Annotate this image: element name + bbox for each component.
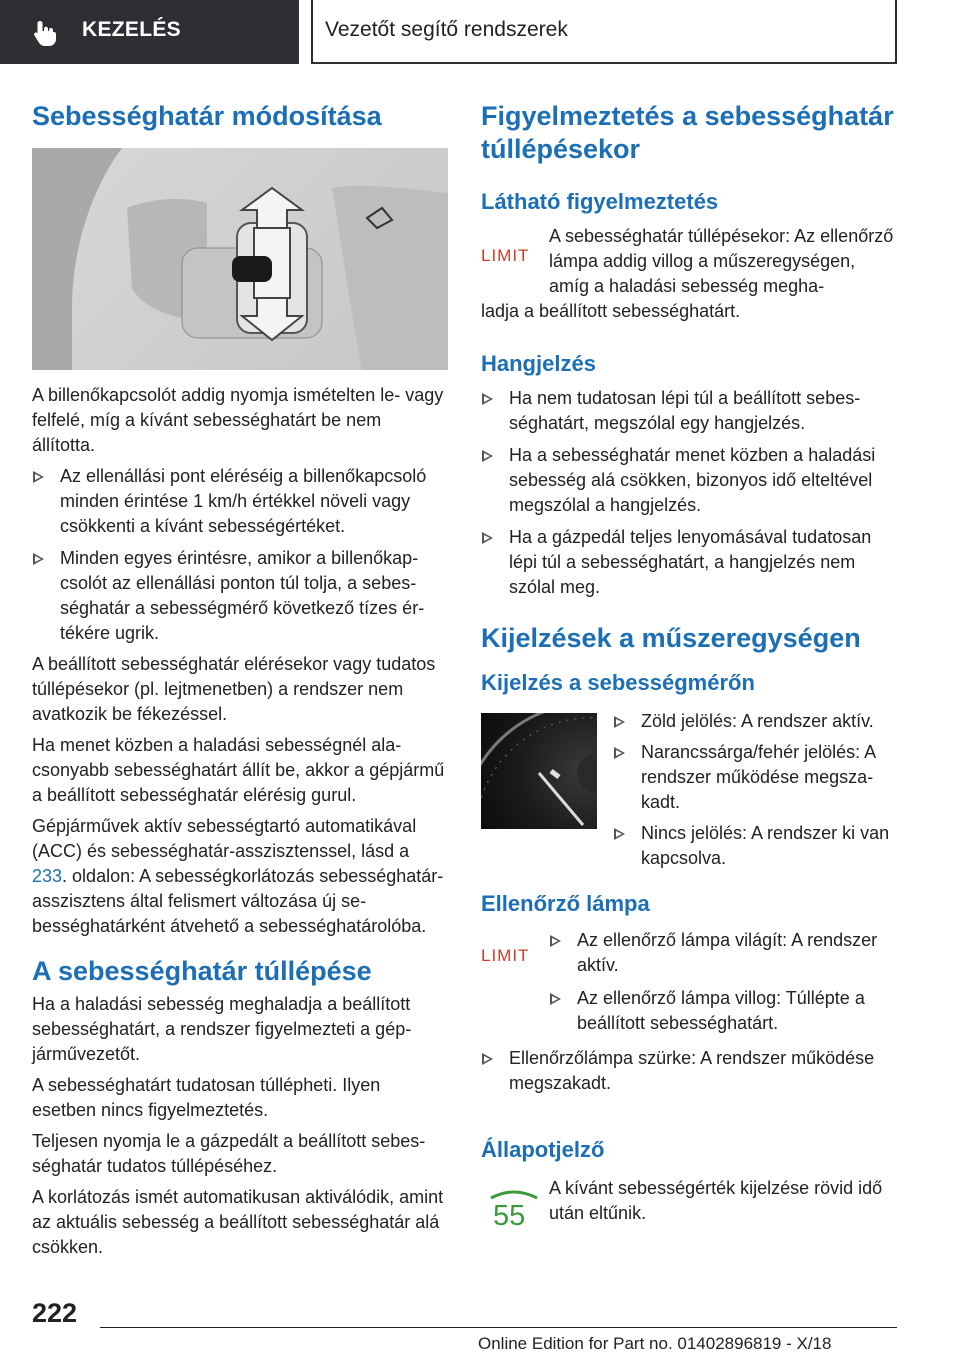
list-item [481, 386, 897, 436]
page-header [0, 0, 960, 66]
triangle-bullet-icon [614, 747, 625, 759]
triangle-bullet-icon [482, 1053, 493, 1065]
triangle-bullet-icon [550, 935, 561, 947]
edition-text: Online Edition for Part no. 01402896819 - X/18 [478, 1334, 832, 1353]
bullet-text: Zöld jelölés: A rendszer aktív. [641, 711, 874, 731]
section-tab [0, 0, 299, 64]
bullet-text: Az ellenállási pont eléréséig a billenőkapcsoló minden érintése 1 km/h értékkel növeli vagy csökkenti a kívánt sebességértéket. [60, 466, 427, 536]
triangle-bullet-icon [33, 553, 44, 565]
list-item [32, 464, 448, 539]
speedometer-block [481, 709, 897, 869]
list-item [481, 1046, 897, 1096]
steering-wheel-rocker-image [32, 148, 448, 370]
page-number: 222 [32, 1298, 78, 1328]
list-item [613, 740, 897, 815]
hand-pointer-icon [30, 18, 60, 48]
list-item [32, 546, 448, 646]
status-speed-value: 55 [493, 1200, 526, 1232]
paragraph-exceed-2: A sebességhatárt tudatosan túllépheti. Ilyen esetben nincs figyelmeztetés. [32, 1075, 381, 1120]
triangle-bullet-icon [482, 393, 493, 405]
paragraph-visible-a: A sebességhatár túllépésekor: Az ellenőrző lámpa addig villog a műszeregységen, amíg a haladási sebesség megha- [549, 226, 894, 296]
speedometer-illustration [481, 713, 597, 829]
list-item [481, 525, 897, 600]
heading-visible-warning: Látható figyelmeztetés [481, 189, 719, 214]
status-speed-icon [489, 1184, 539, 1234]
chapter-title: Vezetőt segítő rendszerek [325, 18, 568, 41]
paragraph-roll: Ha menet közben a haladási sebességnél alacsonyabb sebességhatárt állít be, akkor a gépjármű a beállított sebességhatár elérésig gurul. [32, 735, 445, 805]
bullet-text: Narancssárga/fehér jelölés: A rendszer működése megszakadt. [641, 742, 876, 812]
bullet-text: Ha a sebességhatár menet közben a haladási sebesség alá csökken, bizonyos idő elteltével megszólal a hangjelzés. [509, 445, 876, 515]
triangle-bullet-icon [33, 471, 44, 483]
list-item [549, 928, 897, 978]
list-item [549, 986, 897, 1036]
limit-indicator-icon: LIMIT [481, 946, 530, 965]
heading-status-indicator: Állapotjelző [481, 1137, 605, 1162]
heading-sound: Hangjelzés [481, 351, 596, 376]
paragraph-exceed-4: A korlátozás ismét automatikusan aktiválódik, amint az aktuális sebesség a beállított sebességhatár alá csökken. [32, 1187, 444, 1257]
right-column [481, 100, 897, 1236]
lamp-bullets [549, 928, 897, 1036]
triangle-bullet-icon [482, 450, 493, 462]
bullet-text: Ha a gázpedál teljes lenyomásával tudatosan lépi túl a sebességhatárt, a hangjelzés nem szólal meg. [509, 527, 872, 597]
triangle-bullet-icon [614, 716, 625, 728]
paragraph-exceed-1: Ha a haladási sebesség meghaladja a beállított sebességhatárt, a rendszer figyelmezteti a gépjárművezetőt. [32, 994, 412, 1064]
triangle-bullet-icon [614, 828, 625, 840]
rocker-switch-illustration [32, 148, 448, 370]
bullet-text: Az ellenőrző lámpa villog: Túllépte a beállított sebességhatárt. [577, 988, 865, 1033]
heading-speedometer: Kijelzés a sebességmérőn [481, 670, 755, 695]
paragraph-status: A kívánt sebességérték kijelzése rövid idő után eltűnik. [549, 1178, 883, 1223]
speedometer-bullets [613, 709, 897, 871]
heading-speed-limit-exceed: A sebességhatár túllépése [32, 956, 372, 986]
heading-indicator-lamp: Ellenőrző lámpa [481, 891, 650, 916]
paragraph-no-brake: A beállított sebességhatár elérésekor vagy tudatos túllépésekor (pl. lejtmenetben) a rendszer nem avatkozik be fékezéssel. [32, 654, 436, 724]
paragraph-acc: Gépjárművek aktív sebességtartó automatikával (ACC) és sebességhatár-asszisztenssel, lásd a 233. oldalon: A sebességkorlátozás sebességhatár-asszisztens által felismert változása új sebességhatárként átvehető a sebességhatárolóba. [32, 816, 444, 936]
list-item [613, 709, 897, 734]
list-item [613, 821, 897, 871]
limit-indicator-icon: LIMIT [481, 246, 530, 265]
paragraph-visible-b: ladja a beállított sebességhatárt. [481, 301, 741, 321]
bullet-text: Ellenőrzőlámpa szürke: A rendszer működése megszakadt. [509, 1048, 875, 1093]
indicator-lamp-block [481, 928, 897, 1046]
bullet-text: Nincs jelölés: A rendszer ki van kapcsolva. [641, 823, 890, 868]
bullet-text: Minden egyes érintésre, amikor a billenőkapcsolót az ellenállási ponton túl tolja, a sebességhatár a sebességmérő következő tízes értékére ugrik. [60, 548, 425, 643]
status-block [481, 1176, 897, 1236]
triangle-bullet-icon [550, 993, 561, 1005]
bullet-text: Az ellenőrző lámpa világít: A rendszer aktív. [577, 930, 878, 975]
triangle-bullet-icon [482, 532, 493, 544]
section-title: KEZELÉS [82, 18, 181, 41]
paragraph-exceed-3: Teljesen nyomja le a gázpedált a beállított sebességhatár tudatos túllépéséhez. [32, 1131, 426, 1176]
rocker-bullets [32, 464, 448, 646]
speedometer-image [481, 713, 597, 829]
bullet-text: Ha nem tudatosan lépi túl a beállított sebességhatárt, megszólal egy hangjelzés. [509, 388, 861, 433]
visible-warning-block [481, 224, 897, 324]
page-link-233[interactable]: 233 [32, 866, 63, 886]
footer-divider [100, 1327, 897, 1328]
chapter-tab [311, 0, 897, 64]
sound-bullets [481, 386, 897, 600]
left-column [32, 100, 448, 1260]
heading-speed-limit-change: Sebességhatár módosítása [32, 101, 382, 131]
heading-instrument-display: Kijelzések a műszeregységen [481, 623, 861, 653]
paragraph-rocker: A billenőkapcsolót addig nyomja ismételten le- vagy felfelé, míg a kívánt sebességhatárt be nem állította. [32, 385, 444, 455]
heading-exceed-warning: Figyelmeztetés a sebességhatár túllépésekor [481, 101, 894, 164]
list-item [481, 443, 897, 518]
